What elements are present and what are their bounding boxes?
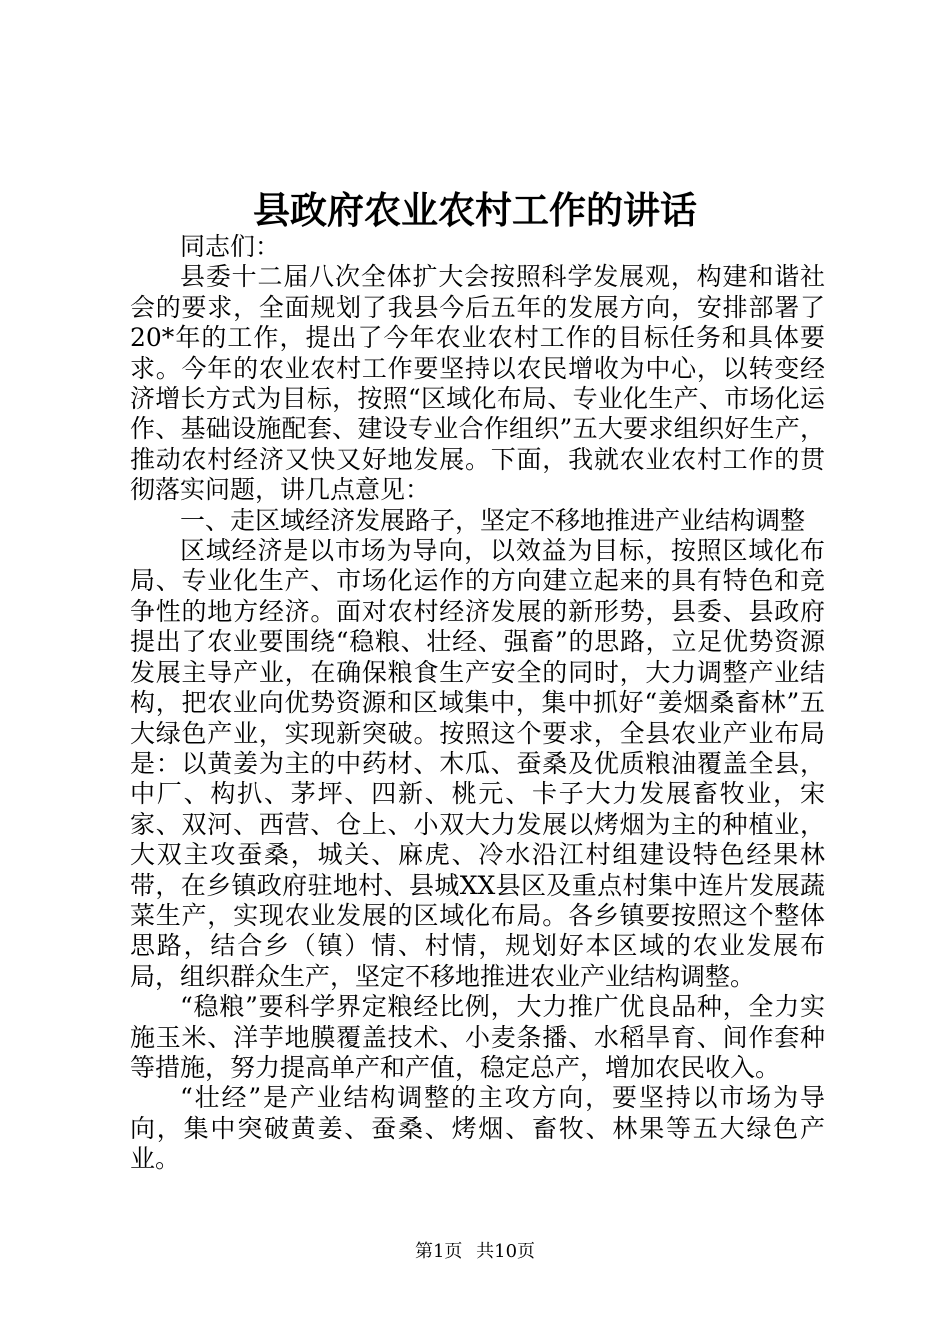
page-number: 第1页	[414, 1241, 463, 1262]
paragraph-intro: 县委十二届八次全体扩大会按照科学发展观，构建和谐社会的要求，全面规划了我县今后五年的发展方向，安排部署了20*年的工作，提出了今年农业农村工作的目标任务和具体要求。今年的农业农村工作要坚持以农民增收为中心，以转变经济增长方式为目标，按照“区域化布局、专业化生产、市场化运作、基础设施配套、建设专业合作组织”五大要求组织好生产，推动农村经济又快又好地发展。下面，我就农业农村工作的贯彻落实问题，讲几点意见：	[130, 262, 825, 505]
paragraph-stabilize-grain: “稳粮”要科学界定粮经比例，大力推广优良品种，全力实施玉米、洋芋地膜覆盖技术、小麦条播、水稻旱育、间作套种等措施，努力提高单产和产值，稳定总产，增加农民收入。	[130, 992, 825, 1082]
document-title: 县政府农业农村工作的讲话	[253, 188, 697, 232]
page-total: 共10页	[476, 1241, 536, 1262]
page-footer	[0, 1240, 950, 1264]
section-heading-1: 一、走区域经济发展路子，坚定不移地推进产业结构调整	[180, 505, 806, 535]
paragraph-regional-economy: 区域经济是以市场为导向，以效益为目标，按照区域化布局、专业化生产、市场化运作的方向建立起来的具有特色和竞争性的地方经济。面对农村经济发展的新形势，县委、县政府提出了农业要围绕“稳粮、壮经、强畜”的思路，立足优势资源发展主导产业，在确保粮食生产安全的同时，大力调整产业结构，把农业向优势资源和区域集中，集中抓好“姜烟桑畜林”五大绿色产业，实现新突破。按照这个要求，全县农业产业布局是：以黄姜为主的中药材、木瓜、蚕桑及优质粮油覆盖全县，中厂、构扒、茅坪、四新、桃元、卡子大力发展畜牧业，宋家、双河、西营、仓上、小双大力发展以烤烟为主的种植业，大双主攻蚕桑，城关、麻虎、冷水沿江村组建设特色经果林带，在乡镇政府驻地村、县城XX县区及重点村集中连片发展蔬菜生产，实现农业发展的区域化布局。各乡镇要按照这个整体思路，结合乡（镇）情、村情，规划好本区域的农业发展布局，组织群众生产，坚定不移地推进农业产业结构调整。	[130, 536, 825, 991]
paragraph-strengthen-economy: “壮经”是产业结构调整的主攻方向，要坚持以市场为导向，集中突破黄姜、蚕桑、烤烟、畜牧、林果等五大绿色产业。	[130, 1083, 825, 1174]
salutation: 同志们：	[180, 232, 281, 261]
document-body	[130, 232, 825, 1175]
